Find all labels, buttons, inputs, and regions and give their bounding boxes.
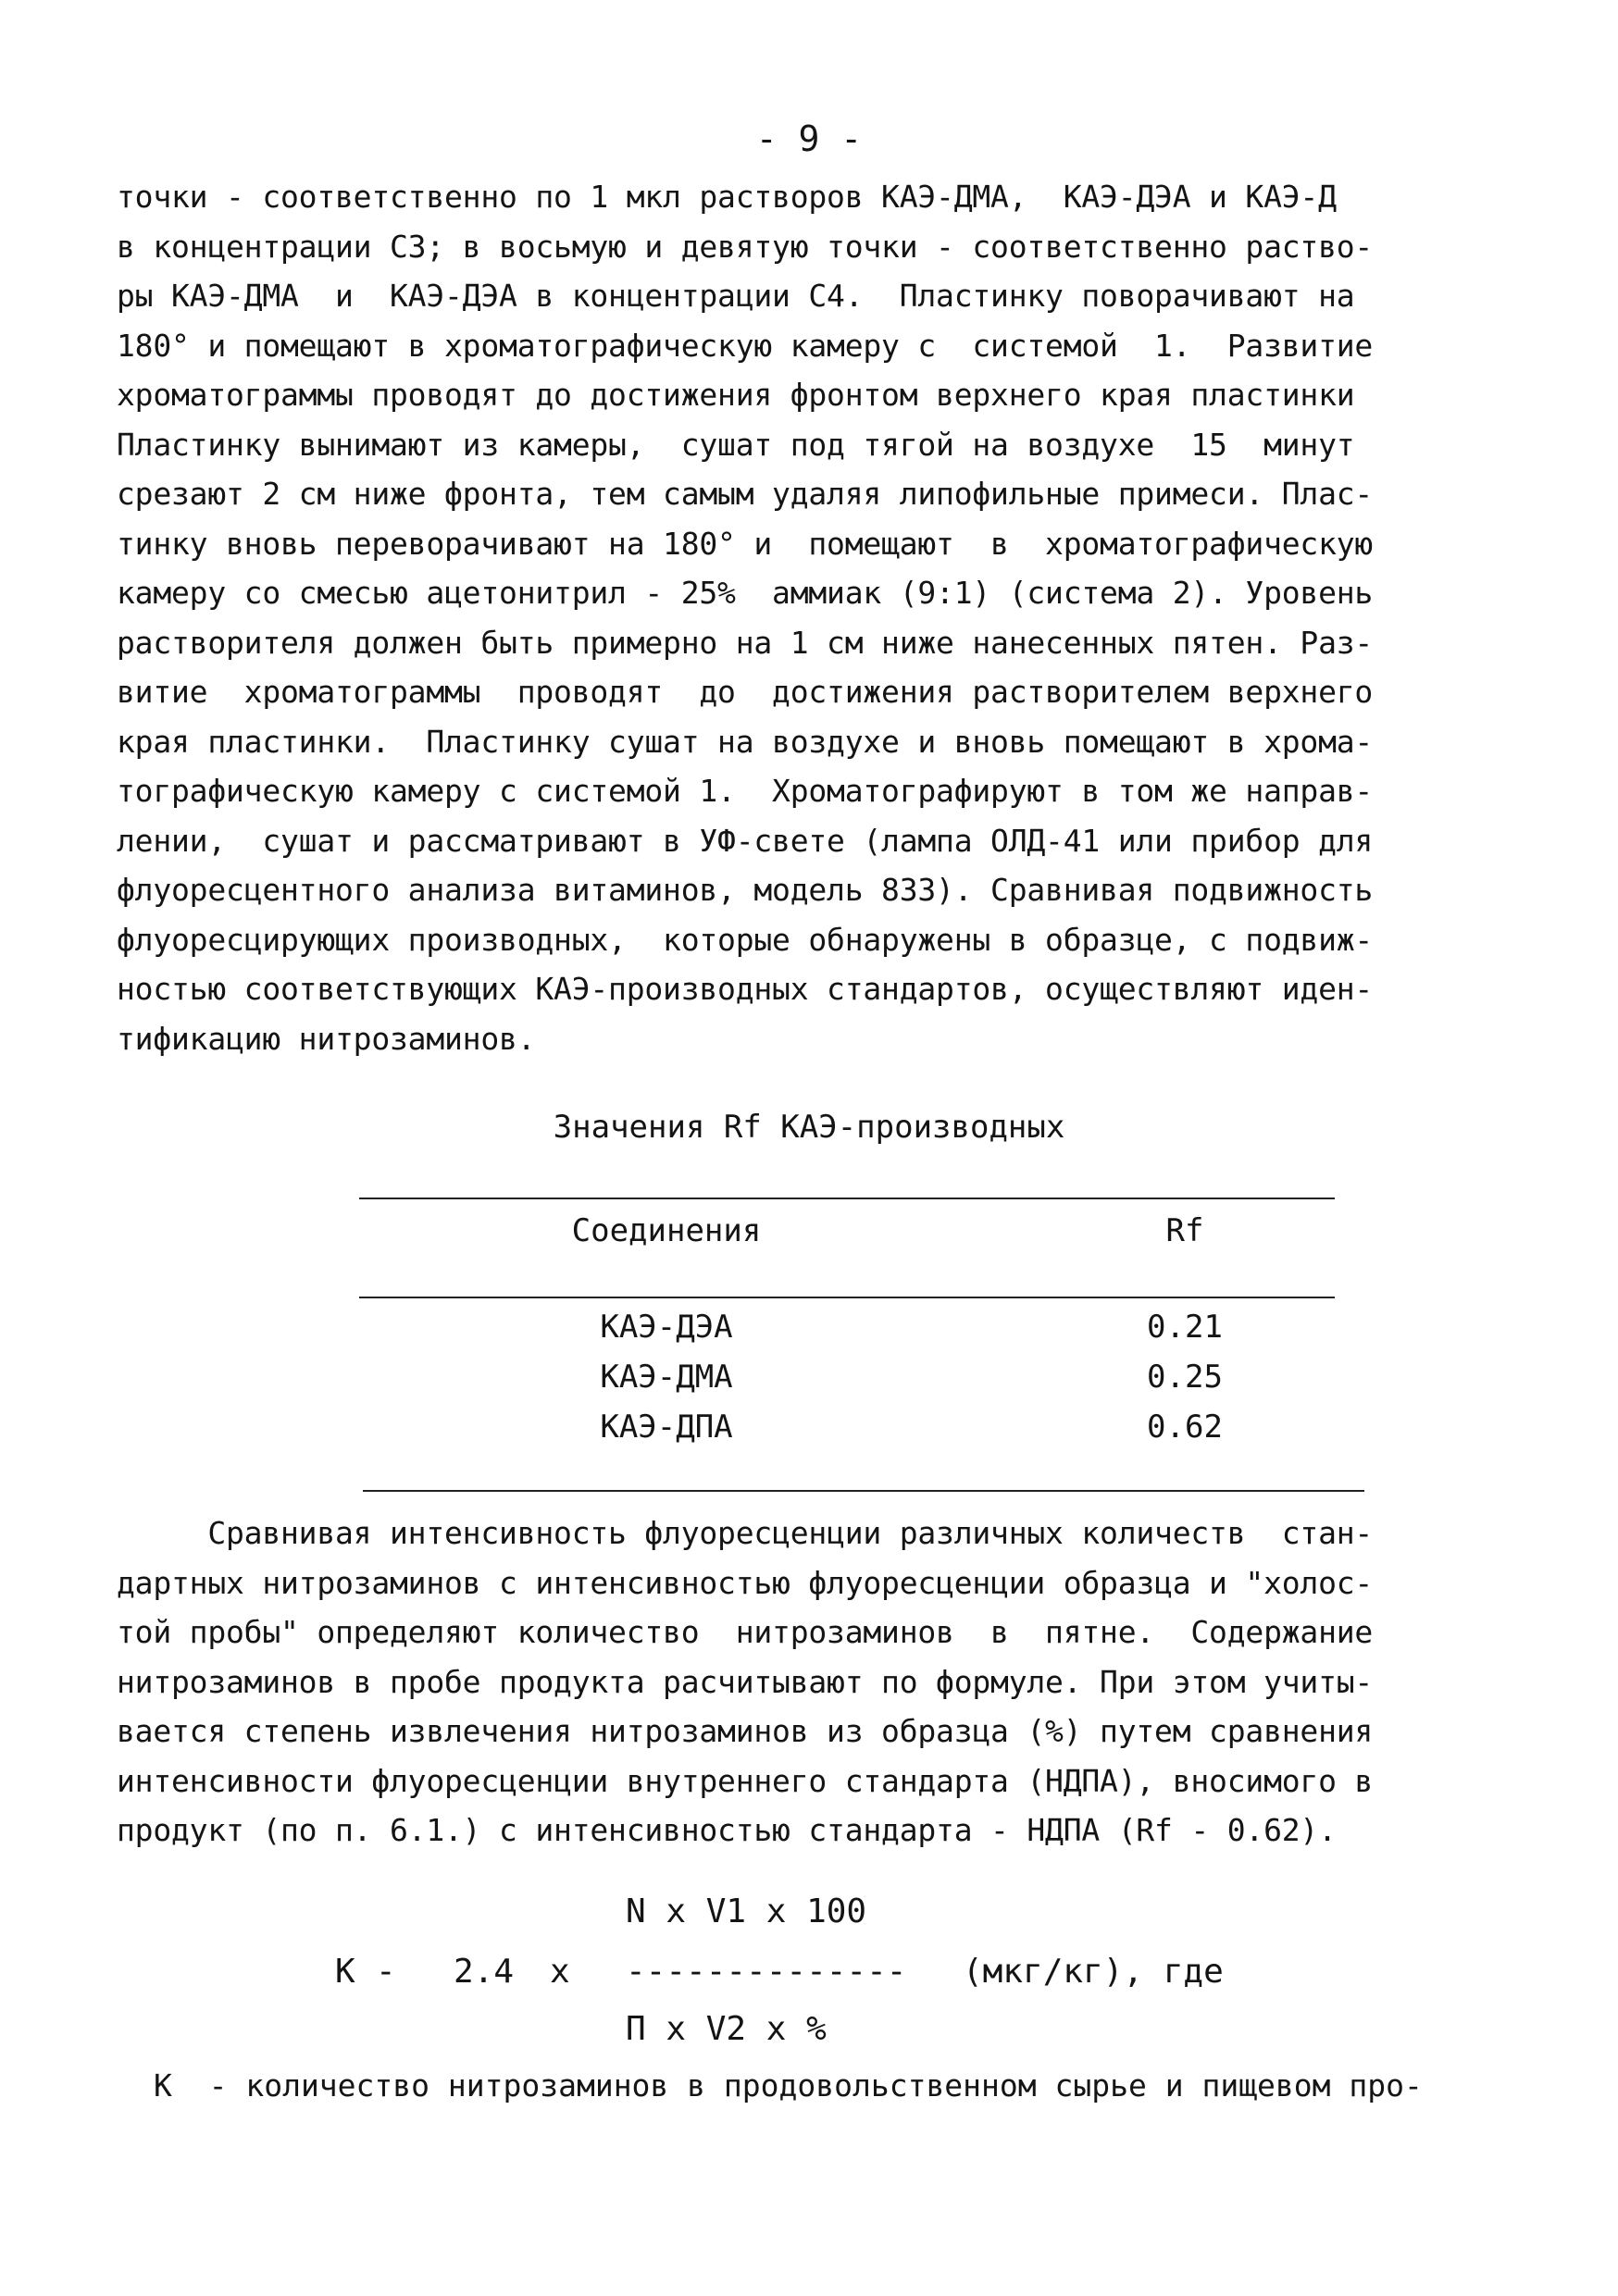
formula-times: x bbox=[550, 1953, 570, 1991]
table-header-compound: Соединения bbox=[571, 1212, 762, 1249]
page-number: - 9 - bbox=[755, 118, 863, 159]
text-line: вается степень извлечения нитрозаминов из образца (%) путем сравнения bbox=[117, 1713, 1374, 1749]
text-line: хроматограммы проводят до достижения фронтом верхнего края пластинки bbox=[117, 377, 1355, 413]
text-line: края пластинки. Пластинку сушат на воздухе и вновь помещают в хрома- bbox=[117, 723, 1374, 760]
text-line: продукт (по п. 6.1.) с интенсивностью стандарта - НДПА (Rf - 0.62). bbox=[117, 1812, 1337, 1848]
formula-fraction-bar: -------------- bbox=[626, 1953, 907, 1991]
text-line: тификацию нитрозаминов. bbox=[117, 1020, 536, 1057]
table-cell-rf: 0.62 bbox=[1147, 1409, 1223, 1446]
text-line: 180° и помещают в хроматографическую камеру с системой 1. Развитие bbox=[117, 327, 1374, 364]
table-cell-compound: КАЭ-ДПА bbox=[600, 1409, 733, 1446]
text-line: той пробы" определяют количество нитрозаминов в пятне. Содержание bbox=[117, 1614, 1374, 1650]
text-line: растворителя должен быть примерно на 1 см ниже нанесенных пятен. Раз- bbox=[117, 624, 1374, 661]
table-title: Значения Rf КАЭ-производных bbox=[553, 1109, 1065, 1146]
text-line: камеру со смесью ацетонитрил - 25% аммиак (9:1) (система 2). Уровень bbox=[117, 575, 1374, 611]
text-line: флуоресцентного анализа витаминов, модель 833). Сравнивая подвижность bbox=[117, 872, 1374, 908]
table-bottom-rule bbox=[363, 1490, 1364, 1492]
body-paragraph-2 bbox=[117, 1508, 1373, 1855]
formula-coefficient: 2.4 bbox=[454, 1953, 515, 1991]
text-line: тографическую камеру с системой 1. Хроматографируют в том же направ- bbox=[117, 773, 1374, 809]
definition-line: К - количество нитрозаминов в продовольственном сырье и пищевом про- bbox=[154, 2067, 1423, 2104]
text-line: интенсивности флуоресценции внутреннего стандарта (НДПА), вносимого в bbox=[117, 1762, 1374, 1799]
text-line: ры КАЭ-ДМА и КАЭ-ДЭА в концентрации С4. Пластинку поворачивают на bbox=[117, 278, 1355, 314]
table-cell-compound: КАЭ-ДЭА bbox=[600, 1309, 733, 1346]
formula-unit: (мкг/кг), где bbox=[963, 1953, 1224, 1991]
text-line: дартных нитрозаминов с интенсивностью флуоресценции образца и "холос- bbox=[117, 1564, 1374, 1601]
text-line: тинку вновь переворачивают на 180° и помещают в хроматографическую bbox=[117, 525, 1374, 562]
text-line: в концентрации С3; в восьмую и девятую точки - соответственно раство- bbox=[117, 228, 1374, 265]
table-cell-compound: КАЭ-ДМА bbox=[600, 1359, 733, 1396]
table-cell-rf: 0.21 bbox=[1147, 1309, 1223, 1346]
formula-numerator: N x V1 x 100 bbox=[626, 1893, 867, 1930]
table-cell-rf: 0.25 bbox=[1147, 1359, 1223, 1396]
text-line: флуоресцирующих производных, которые обнаружены в образце, с подвиж- bbox=[117, 921, 1374, 958]
table-header-rf: Rf bbox=[1165, 1212, 1204, 1249]
text-line: ностью соответствующих КАЭ-производных стандартов, осуществляют иден- bbox=[117, 971, 1374, 1007]
table-top-rule bbox=[359, 1198, 1335, 1199]
formula-equals: - bbox=[376, 1953, 396, 1991]
text-line: срезают 2 см ниже фронта, тем самым удаляя липофильные примеси. Плас- bbox=[117, 476, 1374, 512]
text-line: Сравнивая интенсивность флуоресценции различных количеств стан- bbox=[117, 1515, 1374, 1551]
text-line: Пластинку вынимают из камеры, сушат под тягой на воздухе 15 минут bbox=[117, 426, 1355, 463]
text-line: лении, сушат и рассматривают в УФ-свете (лампа ОЛД-41 или прибор для bbox=[117, 822, 1374, 859]
text-line: нитрозаминов в пробе продукта расчитывают по формуле. При этом учиты- bbox=[117, 1663, 1374, 1700]
formula-lhs: К bbox=[335, 1953, 355, 1991]
table-header-rule bbox=[359, 1297, 1335, 1298]
text-line: точки - соответственно по 1 мкл растворов КАЭ-ДМА, КАЭ-ДЭА и КАЭ-Д bbox=[117, 179, 1337, 215]
body-paragraph-1 bbox=[117, 172, 1373, 1063]
formula-denominator: П x V2 x % bbox=[626, 2010, 827, 2048]
text-line: витие хроматограммы проводят до достижения растворителем верхнего bbox=[117, 674, 1374, 710]
